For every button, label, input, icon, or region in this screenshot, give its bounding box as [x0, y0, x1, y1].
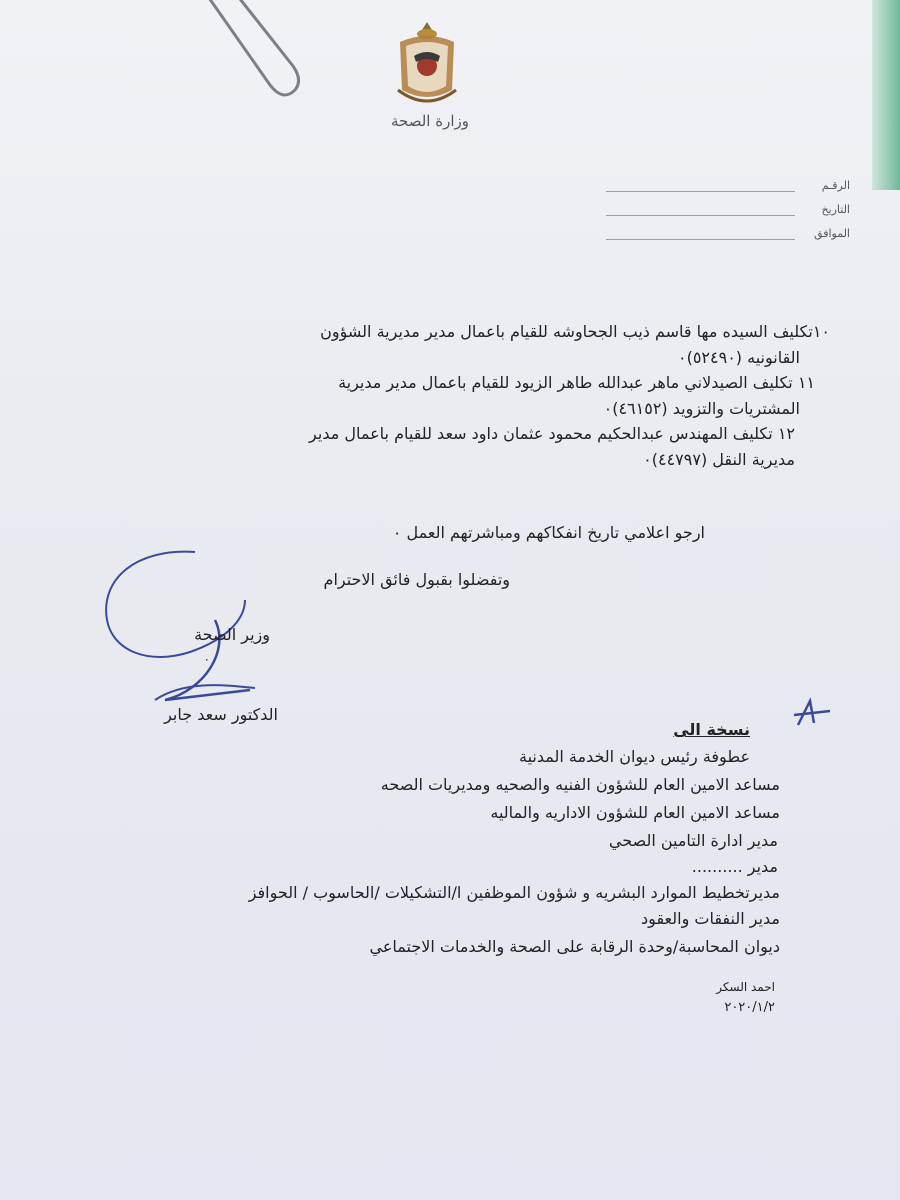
field-label: الرقـم	[821, 179, 850, 192]
annotation-mark-text	[54, 712, 55, 713]
copy-recipient: مساعد الامين العام للشؤون الفنيه والصحيه ومديريات الصحه	[380, 775, 780, 794]
body-line: ١٠تكليف السيده مها قاسم ذيب الجحاوشه للقيام باعمال مدير مديرية الشؤون	[320, 322, 830, 341]
field-label: الموافق	[814, 227, 850, 240]
copy-recipient: عطوفة رئيس ديوان الخدمة المدنية	[519, 747, 750, 766]
body-line: المشتريات والتزويد (٤٦١٥٢)٠	[603, 399, 800, 418]
copy-recipient: مدير النفقات والعقود	[641, 909, 780, 928]
document-date: ٢٠٢٠/١/٢	[724, 1000, 775, 1015]
closing-line: وتفضلوا بقبول فائق الاحترام	[323, 570, 510, 589]
body-line: ١٢ تكليف المهندس عبدالحكيم محمود عثمان داود سعد للقيام باعمال مدير	[309, 424, 795, 443]
minister-name: الدكتور سعد جابر	[164, 705, 278, 724]
reference-number-row	[600, 168, 850, 192]
handwritten-mark	[790, 695, 840, 735]
copies-heading: نسخة الى	[673, 720, 750, 739]
corresponding-date-row	[600, 216, 850, 240]
body-line: القانونيه (٥٢٤٩٠)٠	[677, 348, 800, 367]
date-row	[600, 192, 850, 216]
copy-recipient: مدير ..........	[691, 857, 778, 876]
copy-recipient: ديوان المحاسبة/وحدة الرقابة على الصحة والخدمات الاجتماعي	[369, 937, 780, 956]
field-label: التاريخ	[821, 203, 850, 216]
signature-dot: ٠	[203, 652, 210, 666]
minister-title: وزير الصحة	[194, 625, 270, 644]
field-line	[606, 203, 795, 216]
copy-recipient: مدير ادارة التامين الصحي	[608, 831, 778, 850]
ministry-name: وزارة الصحة	[391, 112, 469, 130]
coat-of-arms-icon	[392, 20, 462, 106]
field-line	[606, 227, 795, 240]
paperclip-icon	[195, 0, 315, 120]
copy-recipient: مساعد الامين العام للشؤون الاداريه والماليه	[490, 803, 780, 822]
body-line: مديرية النقل (٤٤٧٩٧)٠	[643, 450, 795, 469]
initials: احمد السكر	[716, 980, 775, 994]
request-line: ارجو اعلامي تاريخ انفكاكهم ومباشرتهم العمل ٠	[392, 523, 705, 542]
body-line: ١١ تكليف الصيدلاني ماهر عبدالله طاهر الزيود للقيام باعمال مدير مديرية	[338, 373, 815, 392]
reference-fields	[600, 168, 850, 240]
field-line	[606, 179, 795, 192]
green-background-edge	[872, 0, 900, 190]
copy-recipient: مديرتخطيط الموارد البشريه و شؤون الموظفين ا/التشكيلات /الحاسوب / الحوافز	[248, 883, 780, 902]
